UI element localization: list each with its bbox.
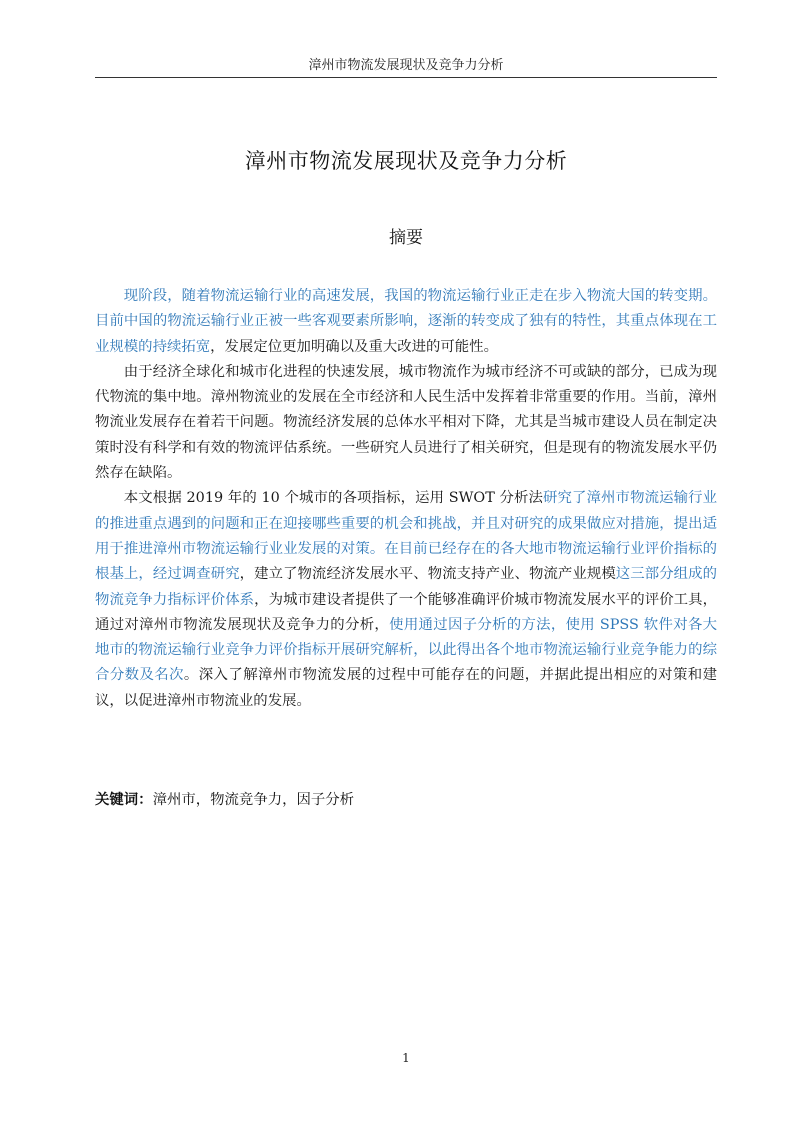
text-run: 使用通过因子分析的方法，使用 SPSS 软件对各大地市的物流运输行业竞争力评价指标开展研究解析，以此得出各个地市物流运输行业竞争能力的综合分数及名次	[95, 616, 717, 684]
keywords-line	[95, 788, 717, 809]
page-number: 1	[402, 1051, 410, 1065]
running-header: 漳州市物流发展现状及竞争力分析	[308, 58, 504, 73]
text-run: 这三部分组成的物流竞争力指标评价体系	[95, 566, 717, 608]
header-rule	[95, 77, 717, 78]
abstract-paragraph-1	[95, 284, 717, 360]
text-run: 由于经济全球化和城市化进程的快速发展，城市物流作为城市经济不可或缺的部分，已成为现代物流的集中地。漳州物流业的发展在全市经济和人民生活中发挥着非常重要的作用。当前，漳州物流业发展存在着若干问题。物流经济发展的总体水平相对下降，尤其是当城市建设人员在制定决策时没有科学和有效的物流评估系统。一些研究人员进行了相关研究，但是现有的物流发展水平仍然存在缺陷。	[95, 363, 717, 482]
text-run: 研究了漳州市物流运输行业的推进重点遇到的问题和正在迎接哪些重要的机会和挑战，并且对研究的成果做应对措施，提出适用于推进漳州市物流运输行业业发展的对策。在目前已经存在的各大地市物流运输行业评价指标的根基上，经过调查研究	[95, 490, 717, 583]
abstract-paragraph-3	[95, 486, 717, 714]
text-run: 本文根据 2019 年的 10 个城市的各项指标，运用 SWOT 分析法	[123, 490, 544, 507]
abstract-heading: 摘要	[389, 228, 423, 248]
text-run: ，为城市建设者提供了一个能够准确评价城市物流发展水平的评价工具，通过对漳州市物流发展现状及竞争力的分析，	[95, 591, 717, 633]
keywords-label: 关键词：	[95, 792, 153, 808]
text-run: ，发展定位更加明确以及重大改进的可能性。	[210, 338, 498, 355]
keywords-value: 漳州市，物流竞争力，因子分析	[152, 792, 355, 808]
text-run: ，建立了物流经济发展水平、物流支持产业、物流产业规模	[239, 566, 616, 583]
text-run: 现阶段，随着物流运输行业的高速发展，我国的物流运输行业正走在步入物流大国的转变期。目前中国的物流运输行业正被一些客观要素所影响，逐渐的转变成了独有的特性，其重点体现在工业规模的持续拓宽	[95, 288, 717, 355]
abstract-paragraph-2	[95, 360, 717, 486]
text-run: 。深入了解漳州市物流发展的过程中可能存在的问题，并据此提出相应的对策和建议，以促进漳州市物流业的发展。	[95, 667, 717, 709]
abstract-body	[95, 284, 717, 714]
document-title: 漳州市物流发展现状及竞争力分析	[244, 149, 568, 173]
